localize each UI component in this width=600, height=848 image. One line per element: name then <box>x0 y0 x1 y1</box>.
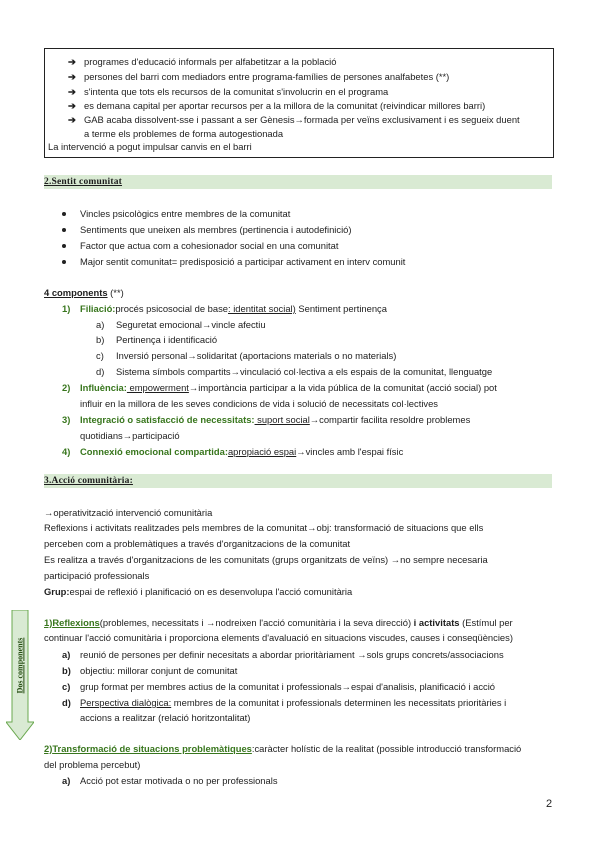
list-number: 2) <box>62 382 71 393</box>
sublist-item: c) Inversió personal→solidaritat (aportacions materials o no materials) <box>96 350 397 361</box>
component-influencia: Influència: empowerment→importància participar a la vida pública de la comunitat (acció social) pot <box>80 382 497 393</box>
arrow-icon: ➔ <box>68 56 76 67</box>
sublist-item: a) Acció pot estar motivada o no per professionals <box>62 775 278 786</box>
list-item: Sentiments que uneixen als membres (pertinencia i autodefinició) <box>80 224 352 235</box>
bullet-icon <box>62 228 66 232</box>
sublist-item: d) Sistema símbols compartits→vinculació col·lectiva a els espais de la comunitat, llenguatge <box>96 366 493 377</box>
reflexions-line-cont: continuar l'acció comunitària i proporciona elements d'avaluació en situacions viscudes, causes i conseqüències) <box>44 632 513 643</box>
paragraph: participació professionals <box>44 570 150 581</box>
list-item: Major sentit comunitat= predisposició a participar activament en interv comunit <box>80 256 406 267</box>
arrow-icon: ➔ <box>68 86 76 97</box>
component-influencia-cont: influir en la millora de les seves condicions de vida i solució de necessitats col·lectives <box>80 398 438 409</box>
sublist-item-cont: accions a realitzar (relació horitzontalitat) <box>80 712 251 723</box>
page-number: 2 <box>546 798 553 810</box>
paragraph: perceben com a problemàtiques a través d'organitzacions de la comunitat <box>44 538 351 549</box>
sublist-item: b) Pertinença i identificació <box>96 334 218 345</box>
sublist-item: c) grup format per membres actius de la comunitat i professionals→espai d'analisis, planificació i acció <box>62 681 496 692</box>
paragraph: →operativització intervenció comunitària <box>44 507 213 518</box>
box-item-continuation: a terme els problemes de forma autogestionada <box>84 128 284 139</box>
box-item: ➔ es demana capital per aportar recursos per a la millora de la comunitat (reivindicar millores barri) <box>68 100 486 111</box>
component-integracio-cont: quotidians→participació <box>80 430 180 441</box>
transformacio-line: 2)Transformació de situacions problemàtiques:caràcter holístic de la realitat (possible introducció transformació <box>44 743 522 754</box>
arrow-icon: ➔ <box>68 100 76 111</box>
box-item: ➔ GAB acaba dissolvent-sse i passant a ser Gènesis→formada per veïns exclusivament i es segueix duent <box>68 114 520 125</box>
box-closing: La intervenció a pogut impulsar canvis en el barri <box>48 141 252 152</box>
components-title: 4 components (**) <box>44 287 124 298</box>
list-item: Factor que actua com a cohesionador social en una comunitat <box>80 240 339 251</box>
list-number: 4) <box>62 446 71 457</box>
sublist-item: a) Seguretat emocional→vincle afectiu <box>96 319 266 330</box>
list-item: Vincles psicològics entre membres de la comunitat <box>80 208 291 219</box>
box-item: ➔ s'intenta que tots els recursos de la comunitat s'involucrin en el programa <box>68 86 389 97</box>
arrow-icon: ➔ <box>68 71 76 82</box>
list-number: 1) <box>62 303 71 314</box>
bullet-icon <box>62 212 66 216</box>
paragraph: Reflexions i activitats realitzades pels membres de la comunitat→obj: transformació de situacions que ells <box>44 522 484 533</box>
side-label: Dos components <box>15 637 25 693</box>
box-item: ➔ programes d'educació informals per alfabetitzar a la població <box>68 56 337 67</box>
sublist-item: a) reunió de persones per definir necesitats a abordar prioritàriament →sols grups concrets/associacions <box>62 649 504 660</box>
list-number: 3) <box>62 414 71 425</box>
transformacio-line-cont: del problema percebut) <box>44 759 141 770</box>
paragraph: Grup:espai de reflexió i planificació on es desenvolupa l'acció comunitària <box>44 586 353 597</box>
arrow-icon: ➔ <box>68 114 76 125</box>
box-item: ➔ persones del barri com mediadors entre programa-famílies de persones analfabetes (**) <box>68 71 450 82</box>
component-connexio: Connexió emocional compartida:apropiació espai→vincles amb l'espai físic <box>80 446 404 457</box>
sublist-item: b) objectiu: millorar conjunt de comunitat <box>62 665 238 676</box>
paragraph: Es realitza a través d'organitzacions de les comunitats (grups organitzats de veïns) →no sempre necesaria <box>44 554 488 565</box>
bullet-icon <box>62 260 66 264</box>
component-integracio: Integració o satisfacció de necessitats: suport social→compartir facilita resoldre problemes <box>80 414 471 425</box>
component-filiacio: Filiació:procés psicosocial de base: identitat social) Sentiment pertinença <box>80 303 387 314</box>
sublist-item: d) Perspectiva dialògica: membres de la comunitat i professionals determinen les necessitats prioritàries i <box>62 697 507 708</box>
reflexions-line: 1)Reflexions(problemes, necessitats i →nodreixen l'acció comunitària i la seva direcció) i activitats (Estímul per <box>44 617 513 628</box>
section-heading: 3.Acció comunitària: <box>44 476 133 486</box>
side-label-wrap <box>6 610 34 720</box>
section-heading: 2.Sentit comunitat <box>44 177 123 187</box>
bullet-icon <box>62 244 66 248</box>
